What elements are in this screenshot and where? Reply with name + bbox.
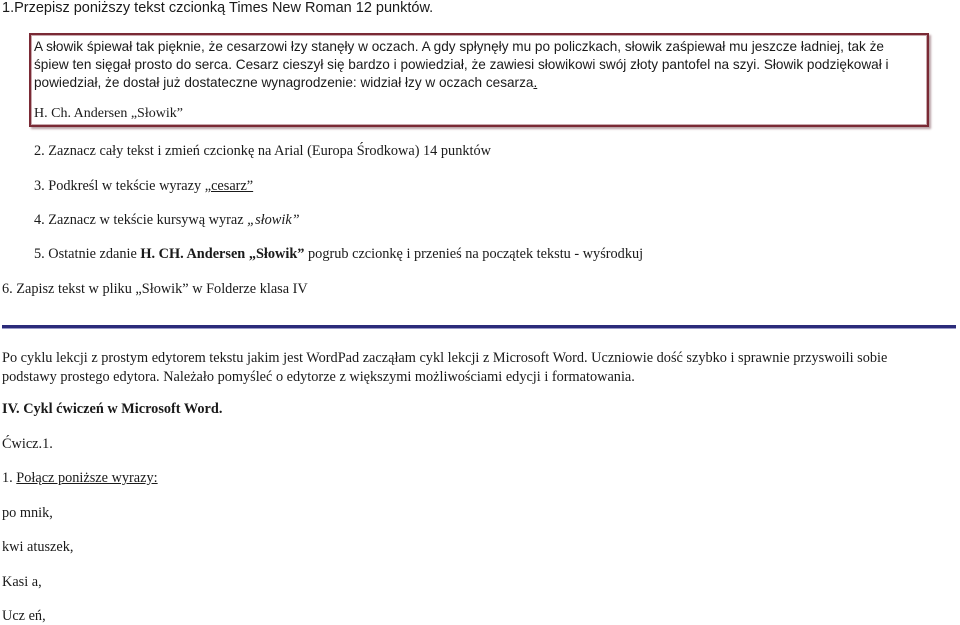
exercise-task-text: Połącz poniższe wyrazy: bbox=[16, 470, 158, 486]
step-5-bold: H. CH. Andersen „Słowik” bbox=[140, 246, 305, 262]
section-divider bbox=[2, 325, 956, 328]
step-2: 2. Zaznacz cały tekst i zmień czcionkę na Arial (Europa Środkowa) 14 punktów bbox=[34, 143, 491, 159]
word-item: Ucz eń, bbox=[2, 608, 46, 624]
intro-paragraph: Po cyklu lekcji z prostym edytorem tekstu jakim jest WordPad zacząłam cykl lekcji z Microsoft Word. Uczniowie dość szybko i sprawnie przyswoili sobie podstawy prostego edytora. Należało pomyśleć o edytorze z większymi możliwościami edycji i formatowania. bbox=[2, 350, 888, 385]
step-5-suffix: pogrub czcionkę i przenieś na początek tekstu - wyśrodkuj bbox=[304, 246, 644, 262]
word-item: Kasi a, bbox=[2, 574, 42, 590]
task-1-instruction: 1.Przepisz poniższy tekst czcionką Times New Roman 12 punktów. bbox=[2, 0, 434, 16]
step-3-text: 3. Podkreśl w tekście wyrazy bbox=[34, 178, 205, 194]
quote-line-3 bbox=[34, 74, 537, 92]
quote-attribution: H. Ch. Andersen „Słowik” bbox=[34, 106, 183, 121]
step-5-text: 5. Ostatnie zdanie bbox=[34, 246, 141, 262]
step-6: 6. Zapisz tekst w pliku „Słowik” w Folderze klasa IV bbox=[2, 281, 308, 297]
quote-line-1: A słowik śpiewał tak pięknie, że cesarzowi łzy stanęły w oczach. A gdy spłynęły mu po policzkach, słowik zaśpiewał mu jeszcze ładniej, tak że bbox=[34, 39, 884, 54]
exercise-task bbox=[2, 470, 158, 487]
word-item: kwi atuszek, bbox=[2, 539, 74, 555]
exercise-title: Ćwicz.1. bbox=[2, 436, 53, 452]
quote-line-2: śpiew ten sięgał prosto do serca. Cesarz cieszył się bardzo i powiedział, że zawiesi słowikowi swój złoty pantofel na szyi. Słowik podziękował i bbox=[34, 57, 889, 72]
section-heading: IV. Cykl ćwiczeń w Microsoft Word. bbox=[2, 401, 223, 417]
step-4-word: „słowik” bbox=[247, 212, 300, 228]
step-4 bbox=[34, 212, 300, 229]
quote-line-3-period: . bbox=[533, 75, 538, 90]
word-item: po mnik, bbox=[2, 505, 53, 521]
exercise-task-number: 1. bbox=[2, 470, 17, 486]
step-4-text: 4. Zaznacz w tekście kursywą wyraz bbox=[34, 212, 248, 228]
quote-line-3-text: powiedział, że dostał już dostateczne wynagrodzenie: widział łzy w oczach cesarza bbox=[34, 75, 534, 90]
step-3 bbox=[34, 178, 253, 195]
step-5 bbox=[34, 246, 643, 263]
step-3-word: „cesarz” bbox=[204, 178, 254, 194]
